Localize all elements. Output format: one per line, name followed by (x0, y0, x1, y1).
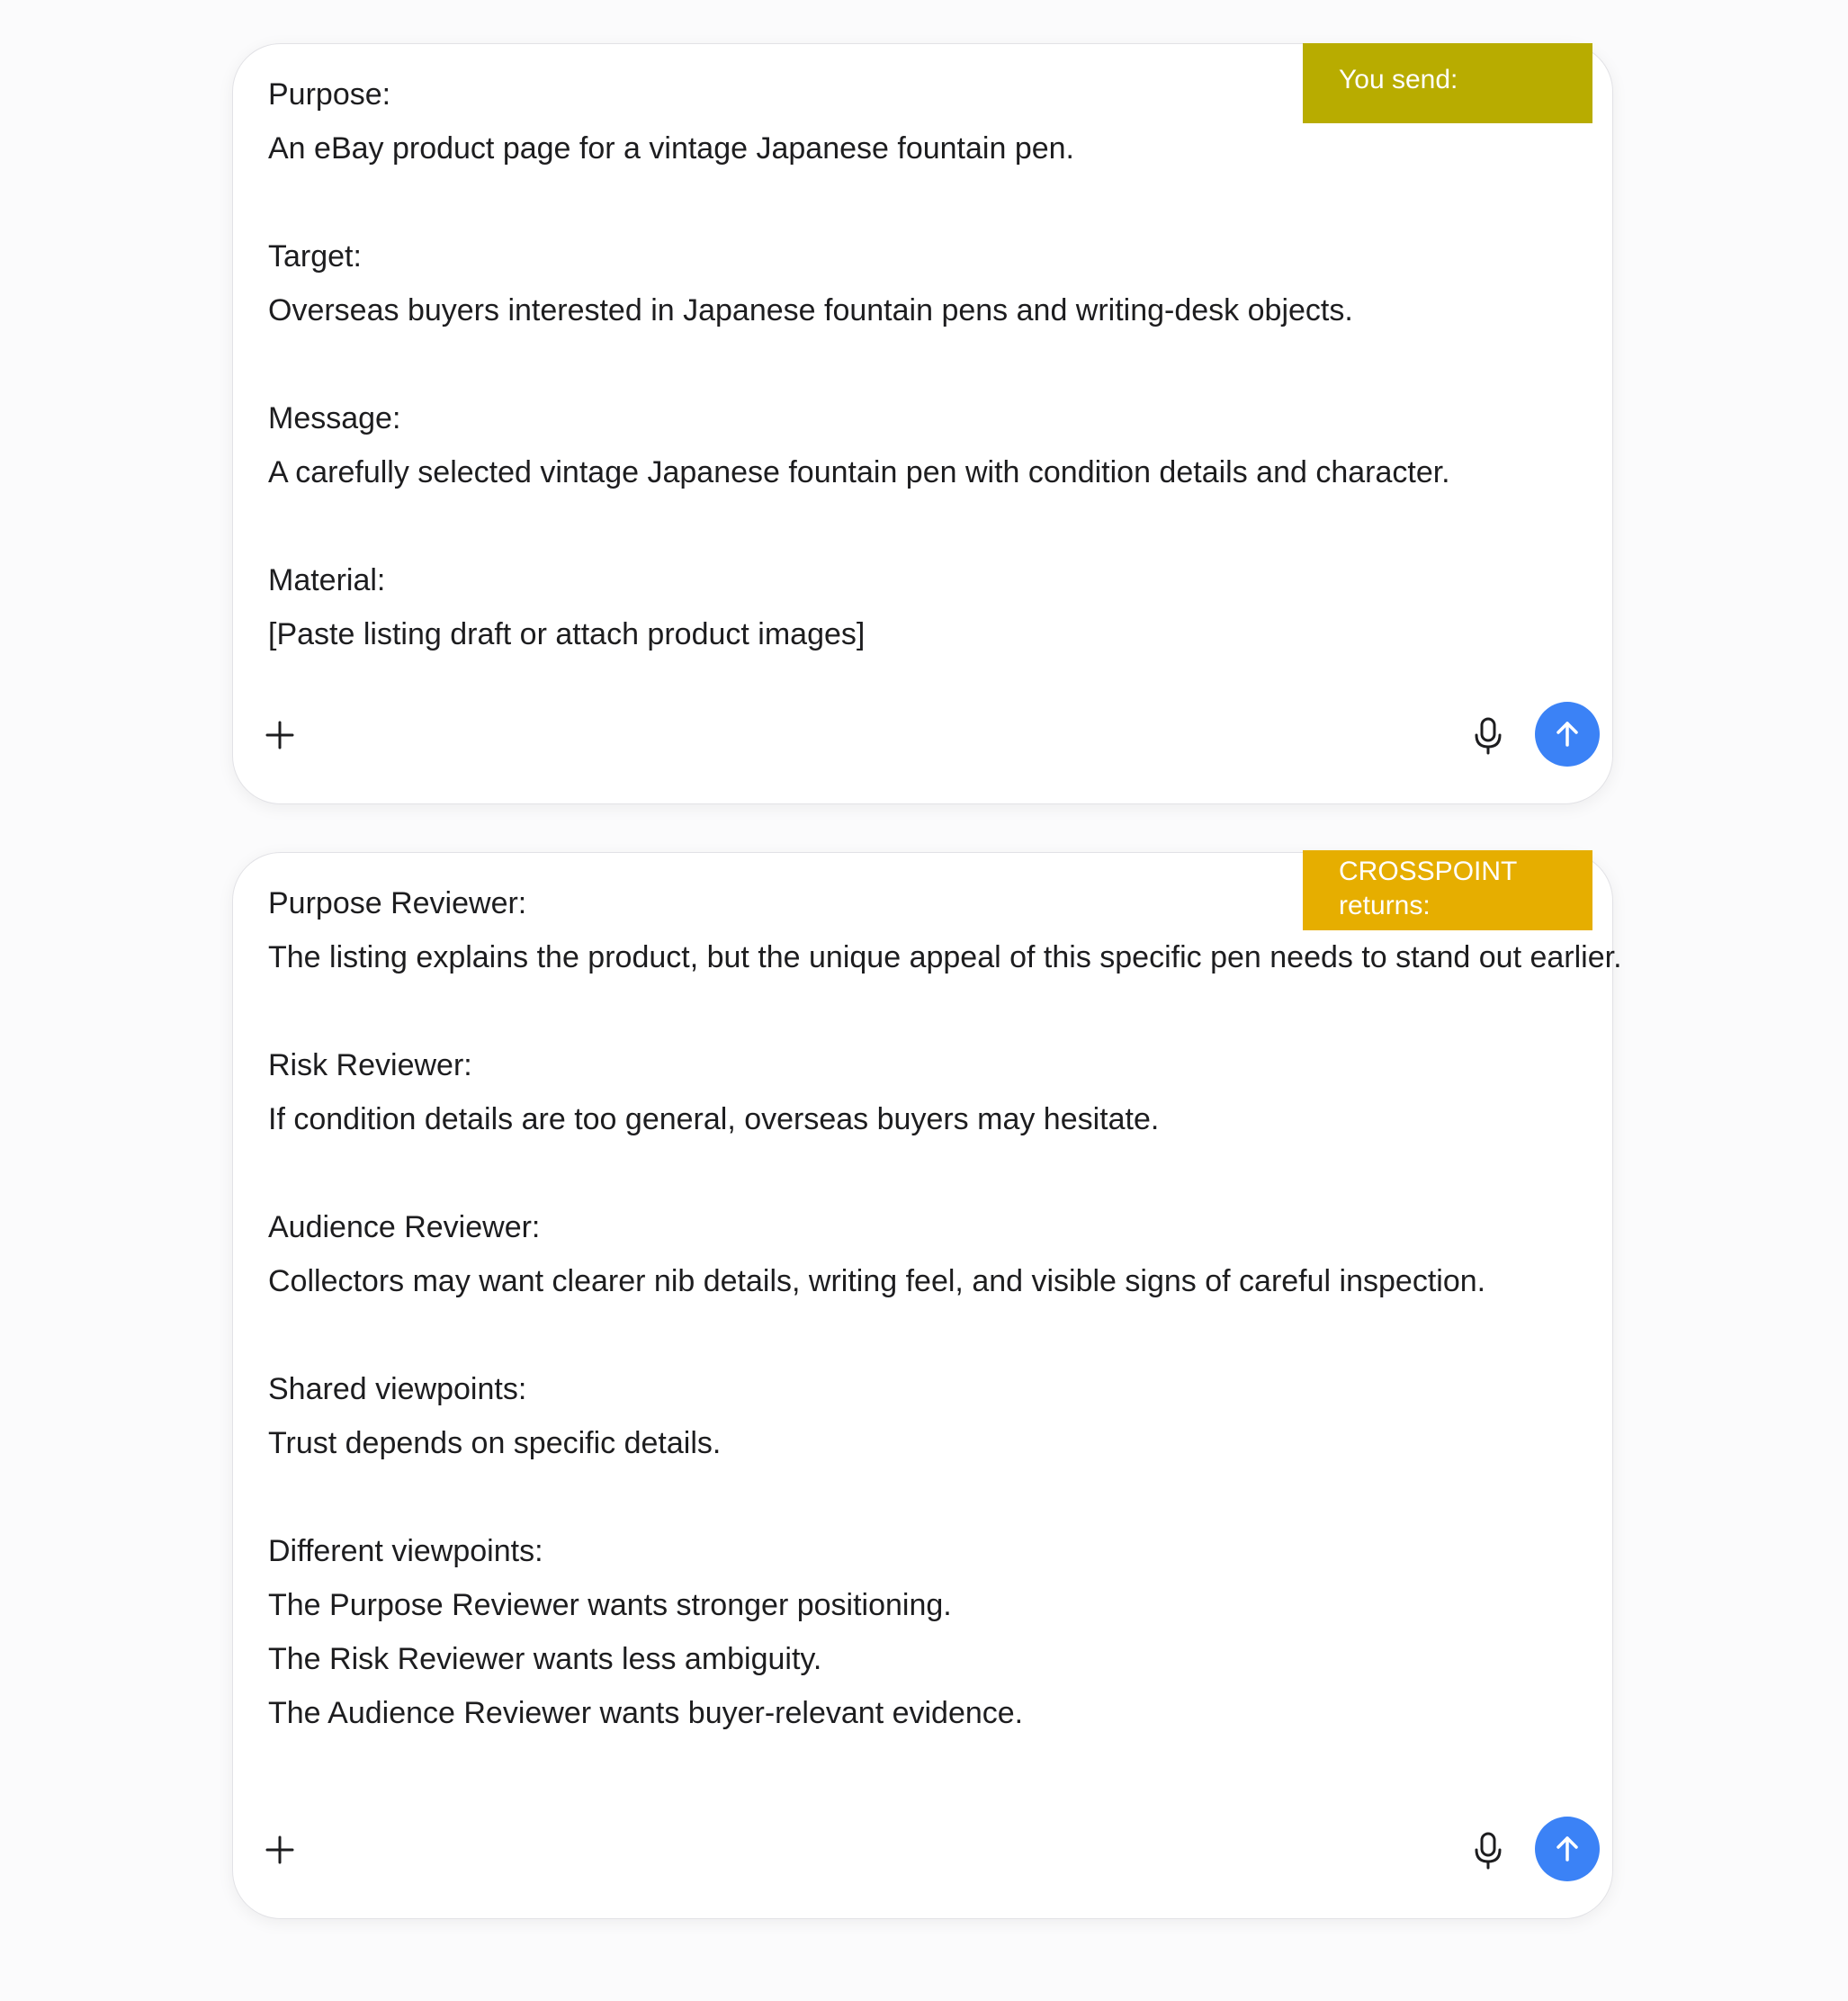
section-audience-reviewer (268, 1200, 1612, 1308)
arrow-up-icon (1551, 1833, 1583, 1865)
section-label: Shared viewpoints: (268, 1372, 527, 1406)
section-label: Purpose: (268, 77, 391, 112)
send-button[interactable] (1535, 702, 1600, 767)
section-purpose-reviewer (268, 876, 1622, 984)
response-text (268, 876, 1622, 1794)
section-risk-reviewer (268, 1038, 1612, 1146)
section-purpose (268, 67, 1612, 175)
section-text: Collectors may want clearer nib details, writing feel, and visible signs of careful inspection. (268, 1264, 1486, 1298)
prompt-input-card[interactable] (232, 43, 1613, 804)
section-different-viewpoints (268, 1524, 1612, 1740)
prompt-text[interactable] (268, 67, 1612, 715)
section-text: Trust depends on specific details. (268, 1426, 722, 1460)
microphone-icon[interactable] (1470, 717, 1506, 755)
input-toolbar (233, 1810, 1612, 1918)
input-toolbar (233, 695, 1612, 803)
section-text: A carefully selected vintage Japanese fountain pen with condition details and character. (268, 455, 1450, 489)
section-shared-viewpoints (268, 1362, 1612, 1470)
arrow-up-icon (1551, 718, 1583, 750)
section-text: The Risk Reviewer wants less ambiguity. (268, 1642, 822, 1676)
section-text: [Paste listing draft or attach product images] (268, 617, 866, 651)
section-target (268, 229, 1612, 337)
send-button[interactable] (1535, 1817, 1600, 1881)
plus-icon[interactable] (265, 1835, 294, 1864)
microphone-icon[interactable] (1470, 1832, 1506, 1870)
section-label: Audience Reviewer: (268, 1210, 541, 1244)
badge-label-line1: CROSSPOINT (1339, 857, 1518, 886)
section-text: Overseas buyers interested in Japanese fountain pens and writing-desk objects. (268, 293, 1353, 328)
section-label: Purpose Reviewer: (268, 886, 527, 920)
section-label: Message: (268, 401, 401, 435)
section-material (268, 553, 1612, 661)
response-card (232, 852, 1622, 1919)
section-text: The listing explains the product, but the unique appeal of this specific pen needs to stand out earlier. (268, 940, 1622, 974)
section-text: An eBay product page for a vintage Japanese fountain pen. (268, 131, 1074, 166)
plus-icon[interactable] (265, 721, 294, 749)
section-message (268, 391, 1612, 499)
section-label: Target: (268, 239, 362, 274)
section-text: The Audience Reviewer wants buyer-relevant evidence. (268, 1696, 1024, 1730)
section-label: Different viewpoints: (268, 1534, 543, 1568)
section-label: Material: (268, 563, 386, 597)
badge-label-line2: returns: (1339, 891, 1431, 920)
badge-label: You send: (1339, 65, 1458, 94)
section-label: Risk Reviewer: (268, 1048, 472, 1082)
section-text: The Purpose Reviewer wants stronger positioning. (268, 1588, 952, 1622)
section-text: If condition details are too general, overseas buyers may hesitate. (268, 1102, 1160, 1136)
